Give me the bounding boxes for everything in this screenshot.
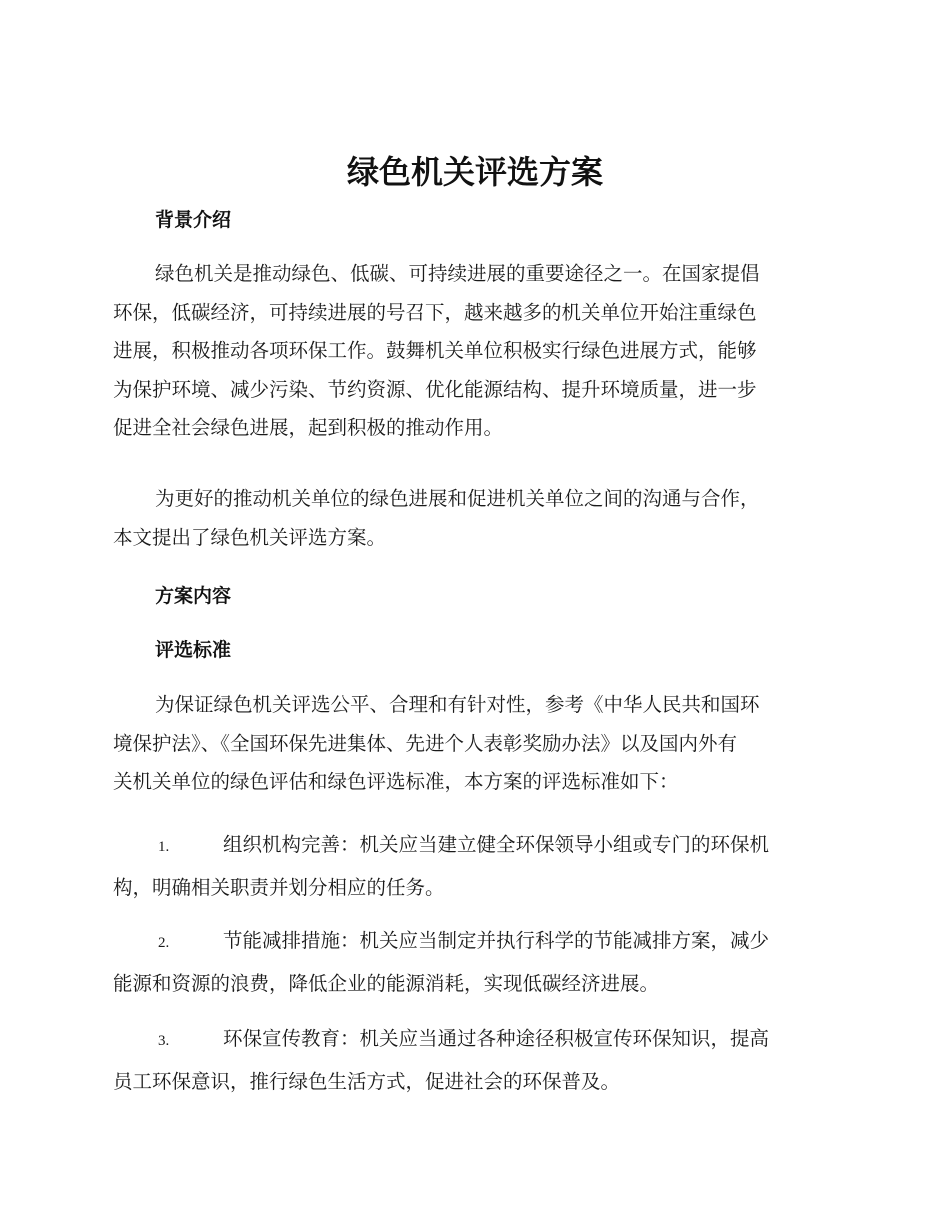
list-text: 环保宣传教育：机关应当通过各种途径积极宣传环保知识，提高 xyxy=(223,1027,770,1050)
section-heading-background: 背景介绍 xyxy=(155,209,232,231)
list-line: 员工环保意识，推行绿色生活方式，促进社会的环保普及。 xyxy=(113,1069,621,1093)
paragraph-background-1 xyxy=(113,255,837,448)
list-number: 3. xyxy=(158,1033,170,1049)
list-number: 2. xyxy=(158,935,170,951)
criteria-list-item-1 xyxy=(113,824,837,909)
list-line: 构，明确相关职责并划分相应的任务。 xyxy=(113,875,445,899)
paragraph-background-2 xyxy=(113,480,837,557)
text-line: 为保证绿色机关评选公平、合理和有针对性，参考《中华人民共和国环 xyxy=(155,693,760,716)
text-line: 进展，积极推动各项环保工作。鼓舞机关单位积极实行绿色进展方式，能够 xyxy=(113,339,757,362)
text-line: 本文提出了绿色机关评选方案。 xyxy=(113,525,387,549)
text-line: 促进全社会绿色进展，起到积极的推动作用。 xyxy=(113,416,504,439)
text-line: 境保护法》、《全国环保先进集体、先进个人表彰奖励办法》以及国内外有 xyxy=(113,731,738,755)
text-line: 为更好的推动机关单位的绿色进展和促进机关单位之间的沟通与合作， xyxy=(155,487,760,510)
text-line: 绿色机关是推动绿色、低碳、可持续进展的重要途径之一。在国家提倡 xyxy=(155,262,760,285)
section-heading-criteria: 评选标准 xyxy=(155,639,232,661)
text-line: 关机关单位的绿色评估和绿色评选标准，本方案的评选标准如下： xyxy=(113,770,679,793)
list-line xyxy=(113,1018,837,1061)
criteria-list-item-3 xyxy=(113,1018,837,1103)
list-text: 节能减排措施：机关应当制定并执行科学的节能减排方案，减少 xyxy=(223,929,770,952)
criteria-list-item-2 xyxy=(113,920,837,1005)
list-number: 1. xyxy=(158,839,170,855)
list-text: 组织机构完善：机关应当建立健全环保领导小组或专门的环保机 xyxy=(223,833,770,856)
text-line: 环保，低碳经济，可持续进展的号召下，越来越多的机关单位开始注重绿色 xyxy=(113,300,757,324)
text-line: 为保护环境、减少污染、节约资源、优化能源结构、提升环境质量，进一步 xyxy=(113,377,757,401)
list-line: 能源和资源的浪费，降低企业的能源消耗，实现低碳经济进展。 xyxy=(113,971,660,995)
section-heading-content: 方案内容 xyxy=(155,585,232,607)
document-title: 绿色机关评选方案 xyxy=(346,153,603,191)
paragraph-criteria-intro xyxy=(113,686,837,802)
list-line xyxy=(113,824,837,867)
list-line xyxy=(113,920,837,963)
